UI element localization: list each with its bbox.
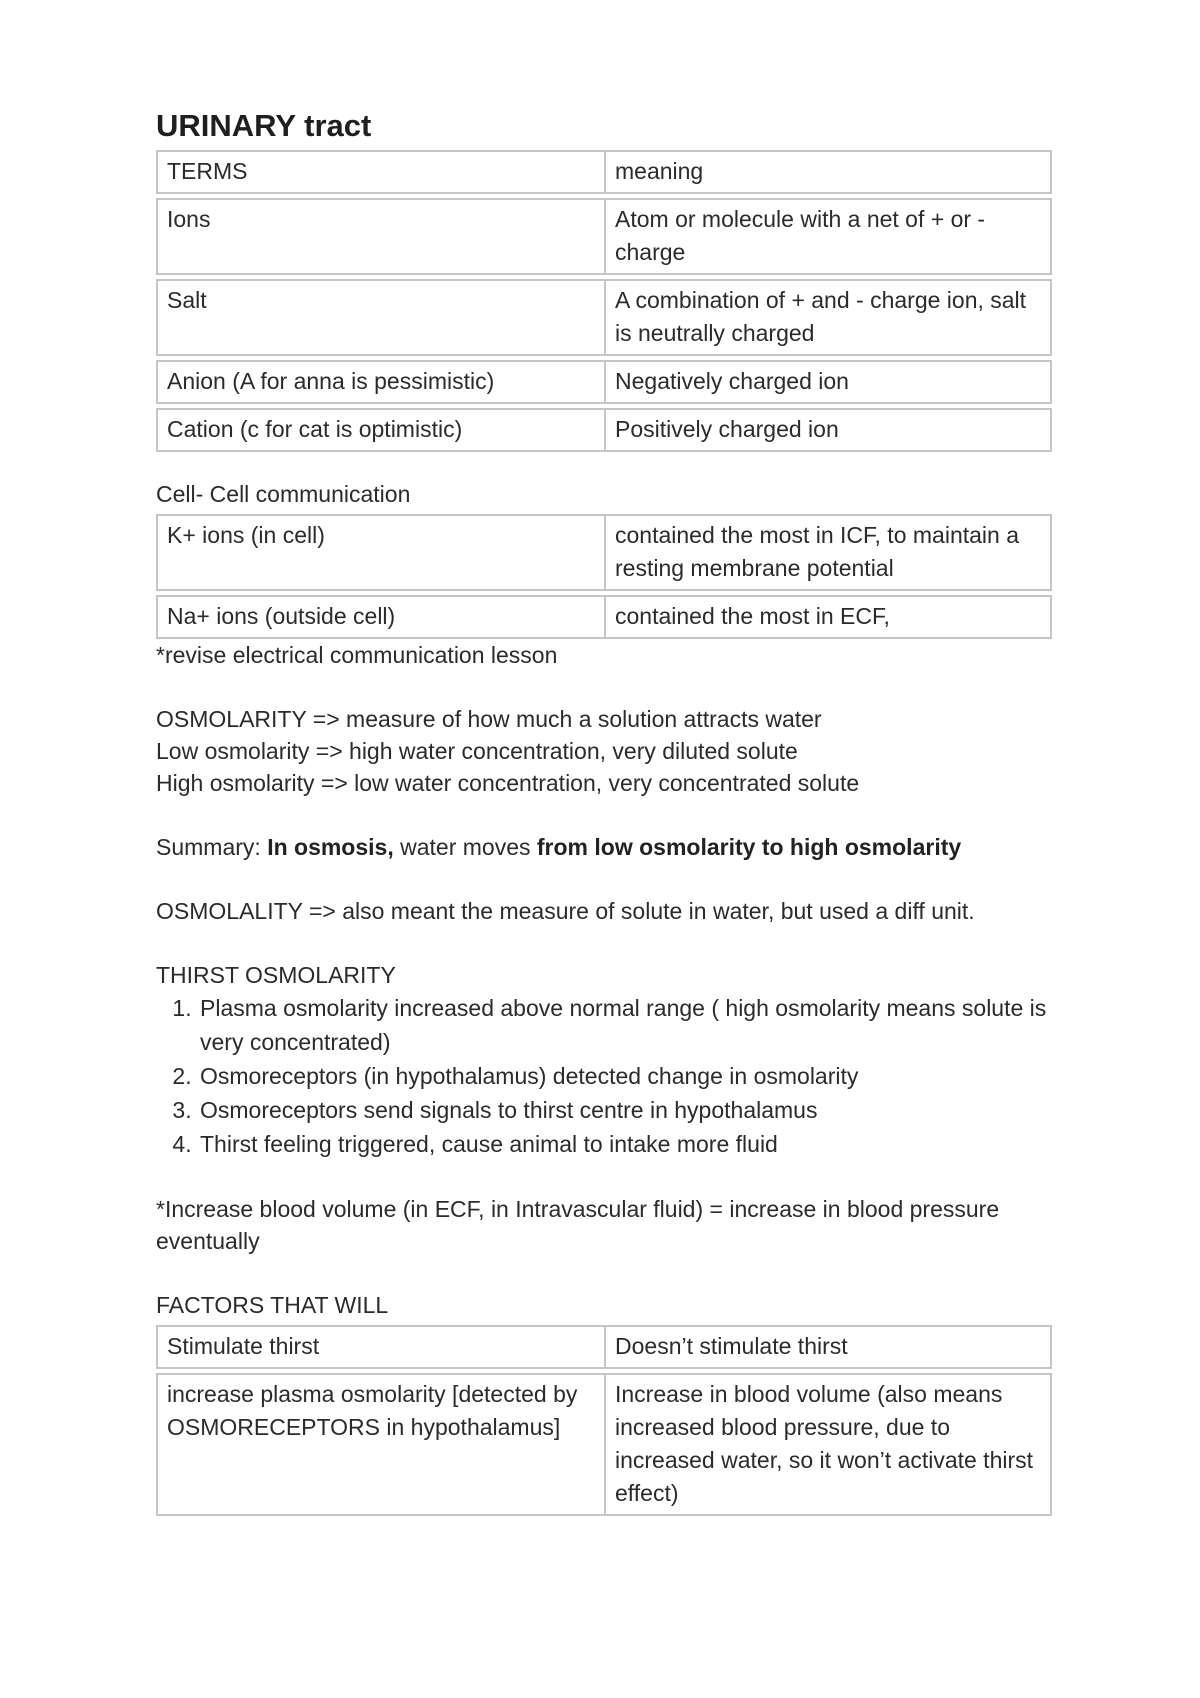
table-cell: K+ ions (in cell)	[156, 514, 604, 591]
list-item: 4. Thirst feeling triggered, cause animal to intake more fluid	[198, 1127, 1052, 1161]
table-row	[156, 360, 1052, 404]
table-cell: A combination of + and - charge ion, salt is neutrally charged	[604, 279, 1052, 356]
summary-line	[156, 831, 1052, 863]
blood-volume-note: *Increase blood volume (in ECF, in Intravascular fluid) = increase in blood pressure eventually	[156, 1196, 1000, 1254]
table-cell: Atom or molecule with a net of + or - charge	[604, 198, 1052, 275]
table-cell: Increase in blood volume (also means increased blood pressure, due to increased water, so it won’t activate thirst effect)	[604, 1373, 1052, 1516]
summary-middle: water moves	[393, 834, 537, 860]
summary-bold-direction: from low osmolarity to high osmolarity	[536, 834, 962, 860]
table-cell: Negatively charged ion	[604, 360, 1052, 404]
ions-table	[156, 510, 1052, 643]
section-heading-thirst: THIRST OSMOLARITY	[156, 962, 396, 988]
summary-prefix: Summary:	[156, 834, 268, 860]
low-osmolarity: Low osmolarity => high water concentration, very diluted solute	[156, 738, 798, 764]
table-cell: TERMS	[156, 150, 604, 194]
spacer	[156, 452, 1052, 478]
page-title: URINARY tract	[156, 108, 372, 143]
list-item: 2. Osmoreceptors (in hypothalamus) detected change in osmolarity	[198, 1059, 1052, 1093]
revise-note: *revise electrical communication lesson	[156, 642, 558, 668]
table-cell: Na+ ions (outside cell)	[156, 595, 604, 639]
table-cell: Positively charged ion	[604, 408, 1052, 452]
summary-bold-osmosis: In osmosis,	[267, 834, 394, 860]
spacer	[156, 927, 1052, 959]
table-cell: contained the most in ICF, to maintain a resting membrane potential	[604, 514, 1052, 591]
table-cell: Anion (A for anna is pessimistic)	[156, 360, 604, 404]
table-cell: Stimulate thirst	[156, 1325, 604, 1369]
table-row	[156, 514, 1052, 591]
section-heading-cell-communication: Cell- Cell communication	[156, 481, 411, 507]
spacer	[156, 671, 1052, 703]
table-row	[156, 595, 1052, 639]
osmolarity-definition: OSMOLARITY => measure of how much a solution attracts water	[156, 706, 822, 732]
spacer	[156, 863, 1052, 895]
table-row	[156, 198, 1052, 275]
spacer	[156, 1257, 1052, 1289]
list-item: 1. Plasma osmolarity increased above normal range ( high osmolarity means solute is very concentrated)	[198, 991, 1052, 1059]
spacer	[156, 799, 1052, 831]
table-cell: contained the most in ECF,	[604, 595, 1052, 639]
table-cell: Cation (c for cat is optimistic)	[156, 408, 604, 452]
table-row	[156, 408, 1052, 452]
table-cell: Doesn’t stimulate thirst	[604, 1325, 1052, 1369]
table-row	[156, 1373, 1052, 1516]
table-row	[156, 279, 1052, 356]
list-item: 3. Osmoreceptors send signals to thirst centre in hypothalamus	[198, 1093, 1052, 1127]
spacer	[156, 1161, 1052, 1193]
table-cell: Salt	[156, 279, 604, 356]
osmolality-definition: OSMOLALITY => also meant the measure of solute in water, but used a diff unit.	[156, 898, 975, 924]
thirst-steps-list	[156, 991, 1052, 1161]
table-row	[156, 1325, 1052, 1369]
table-cell: Ions	[156, 198, 604, 275]
high-osmolarity: High osmolarity => low water concentration, very concentrated solute	[156, 770, 860, 796]
terms-table	[156, 146, 1052, 456]
table-cell: meaning	[604, 150, 1052, 194]
document-page	[156, 108, 1052, 1516]
table-cell: increase plasma osmolarity [detected by OSMORECEPTORS in hypothalamus]	[156, 1373, 604, 1516]
factors-table	[156, 1321, 1052, 1520]
table-row	[156, 150, 1052, 194]
section-heading-factors: FACTORS THAT WILL	[156, 1292, 389, 1318]
